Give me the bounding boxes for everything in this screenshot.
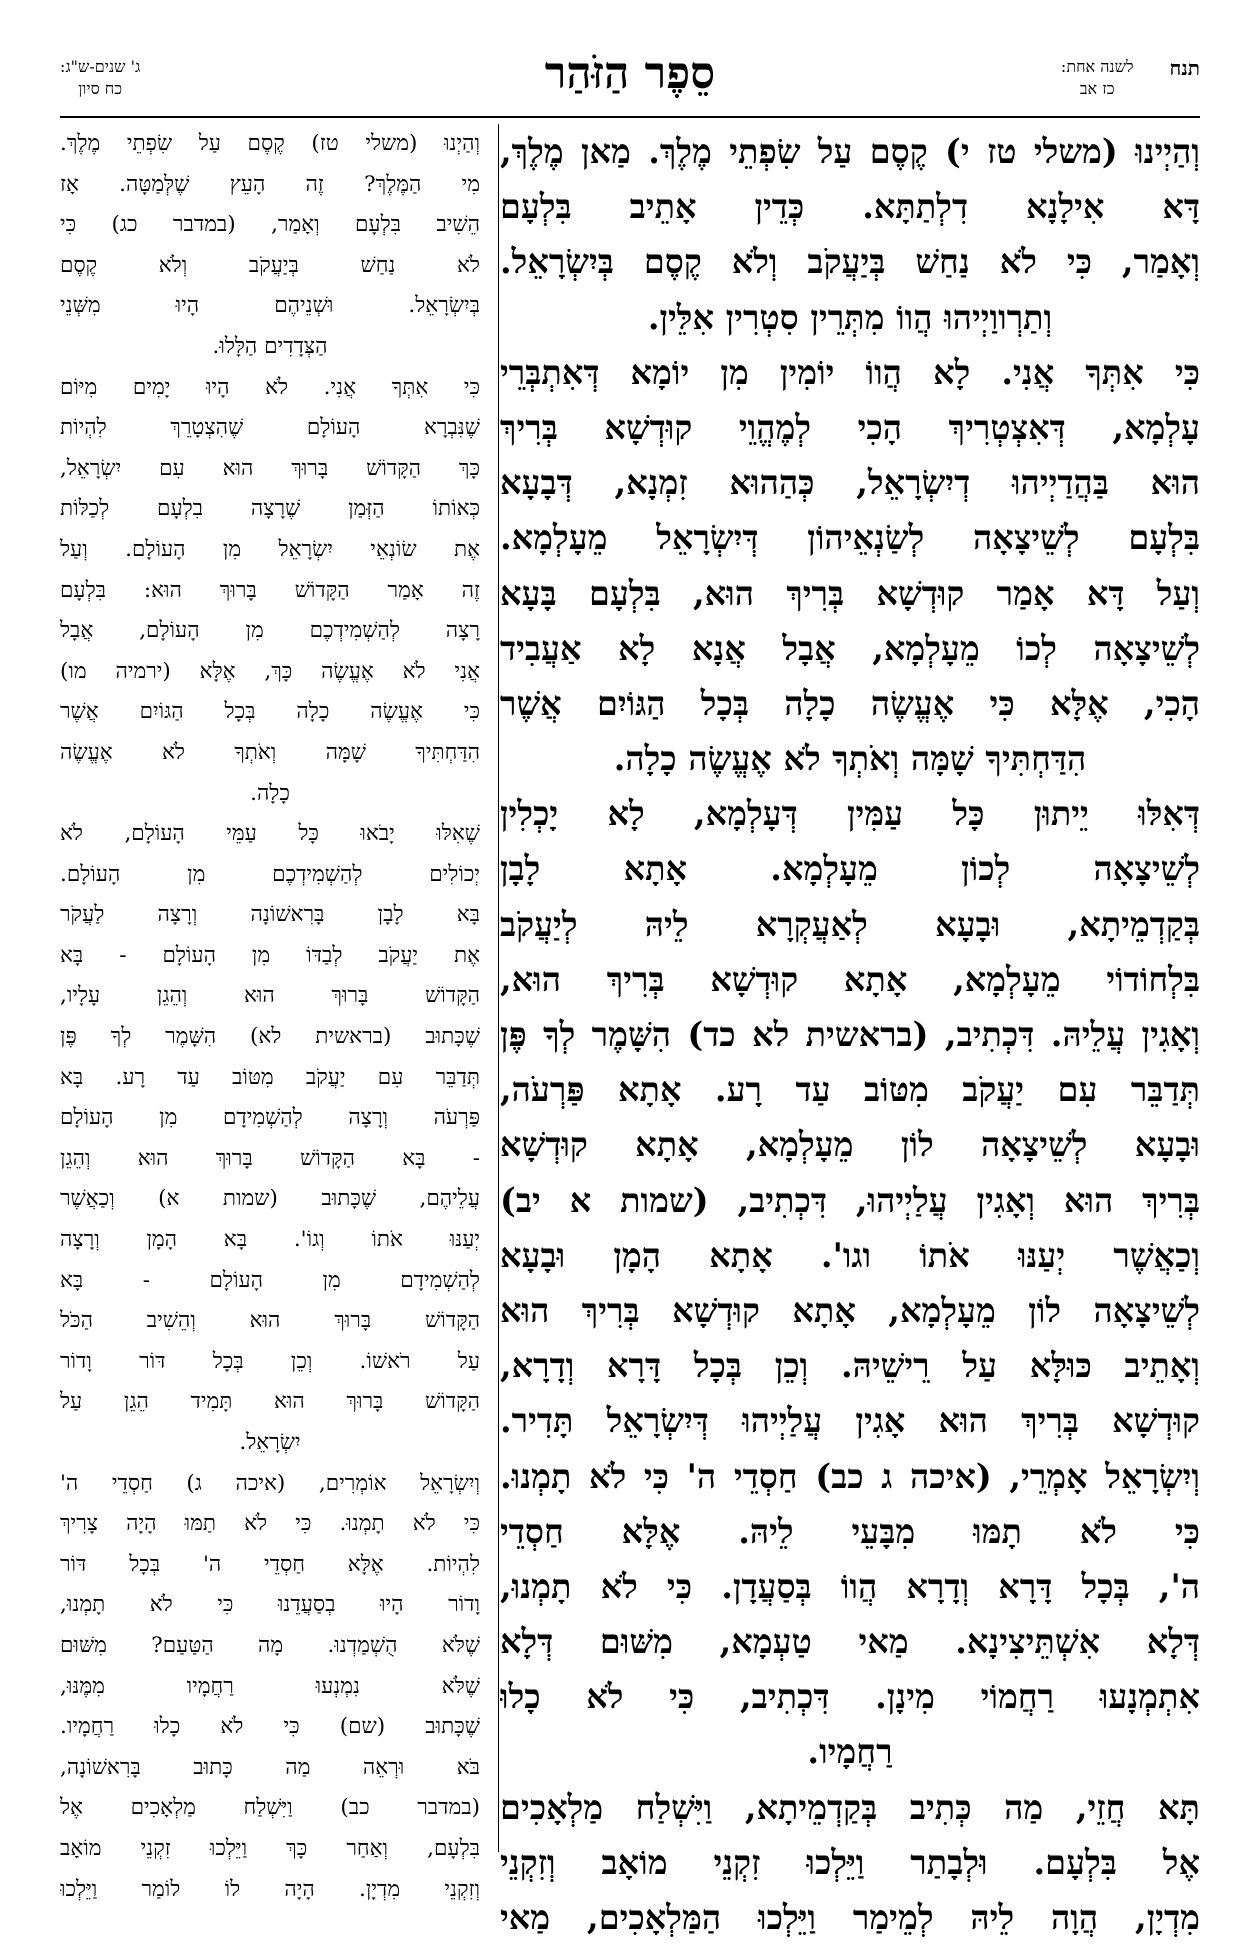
translation-text-line: שֶׁכָּתוּב (בראשית לא) הִשָּׁמֶר לְךָ פֶּן (60, 1024, 480, 1050)
main-text-line: לְשֵׁיצָאָה לְכוֹן מֵעָלְמָא. אָתָא לָבָן (500, 849, 1200, 889)
main-text-line: הָכִי, אֶלָּא כִּי אֶעֱשֶׂה כָלָה בְּכָל הַגּוֹיִם אֲשֶׁר (500, 683, 1200, 723)
translation-text-line: שֶׁנִּבְרָא הָעוֹלָם שֶׁהִצְטָרֵךְ לִהְיוֹת (60, 415, 480, 441)
main-text-line: מִדְיָן, הֲוָה לֵיהּ לְמֵימַר וַיֵּלְכוּ הַמַּלְאָכִים, מַאי (500, 1898, 1200, 1937)
main-text-line: אִתְמְנָעוּ רַחֲמוֹי מִינָן. דִּכְתִיב, כִּי לֹא כָלוּ (500, 1677, 1200, 1717)
zohar-aramaic-text (500, 124, 1200, 1945)
main-text-line: וְהַיְינוּ (משלי טז י) קֶסֶם עַל שִׂפְתֵי מֶלֶךְ. מַאן מֶלֶךְ, (500, 132, 1200, 171)
translation-text-line: הַקָּדוֹשׁ בָּרוּךְ הוּא תָּמִיד הֵגֵן עַל (60, 1389, 480, 1415)
hebrew-translation-text (60, 124, 480, 1910)
text-columns (60, 124, 1200, 1937)
book-title: סֵפֶר הַזֹּהַר (544, 48, 716, 99)
main-text-line: תְּדַבֵּר עִם יַעֲקֹב מִטּוֹב עַד רָע. אָתָא פַּרְעֹה, (500, 1070, 1200, 1110)
translation-text-line: שֶׁכָּתוּב (שם) כִּי לֹא כָלוּ רַחֲמָיו. (60, 1714, 480, 1740)
main-text-line: דְּלָא אִשְׁתֵּיצִינָא. מַאי טַעְמָא, מִשּׁוּם דְּלָא (500, 1622, 1200, 1662)
main-text-line: וְעַל דָּא אָמַר קוּדְשָׁא בְּרִיךְ הוּא, בִּלְעָם בָּעָא (500, 573, 1200, 613)
main-text-line: עָלְמָא, דְּאִצְטְרִיךְ הָכִי לְמֶהֱוֵי קוּדְשָׁא בְּרִיךְ (500, 407, 1200, 447)
main-text-line: בְּרִיךְ הוּא וְאָגִין עֲלַיְיהוּ, דִּכְתִיב, (שמות א יב) (500, 1180, 1200, 1220)
translation-text-line: שֶׁלֹּא נִמְנְעוּ רַחֲמָיו מִמֶּנּוּ, (60, 1673, 480, 1699)
main-text-line: בְּקַדְמֵיתָא, וּבָעָא לְאַעֲקְרָא לֵיהּ לְיַעֲקֹב (500, 904, 1200, 944)
translation-text-line: הִדַּחְתִּיךָ שָׁמָּה וְאֹתְךָ לֹא אֶעֱשֶׂה (60, 739, 480, 765)
translation-text-line: כָלָה. (250, 780, 290, 806)
translation-text-line: לִהְיוֹת. אֶלָּא חַסְדֵי ה' בְּכָל דּוֹר (60, 1551, 480, 1577)
translation-text-line: פַּרְעֹה וְרָצָה לְהַשְׁמִידָם מִן הָעוֹלָם (60, 1105, 480, 1131)
page-number: תנח (1169, 56, 1200, 80)
main-text-line: אֶל בִּלְעָם. וּלְבָתַר וַיֵּלְכוּ זִקְנֵי מוֹאָב וְזִקְנֵי (500, 1842, 1200, 1882)
translation-text-line: אֲנִי לֹא אֶעֱשֶׂה כָּךְ, אֶלָּא (ירמיה מו) (60, 658, 480, 684)
main-text-line: וְיִשְׂרָאֵל אָמְרֵי, (איכה ג כב) חַסְדֵי ה' כִּי לֹא תָמְנוּ. (500, 1456, 1200, 1496)
translation-text-line: בֹּא וּרְאֵה מַה כָּתוּב בָּרִאשׁוֹנָה, (60, 1754, 480, 1780)
translation-text-line: כִּי לֹא תָמְנוּ. כִּי לֹא תַמּוּ הָיָה צָרִיךְ (60, 1511, 480, 1537)
daily-schedule-three-years (60, 56, 140, 100)
main-text-line: ה', בְּכָל דָּרָא וְדָרָא הֲווֹ בְּסַעֲדָן. כִּי לֹא תָמְנוּ, (500, 1566, 1200, 1606)
main-text-line: וְתַרְווַיְיהוּ הֲווֹ מִתְּרֵין סִטְרִין אִלֵּין. (647, 297, 1053, 337)
main-text-line: וְאָגִין עֲלֵיהּ. דִּכְתִיב, (בראשית לא כד) הִשָּׁמֶר לְךָ פֶּן (500, 1015, 1200, 1054)
translation-text-line: בְּיִשְׂרָאֵל. וּשְׁנֵיהֶם הָיוּ מִשְּׁנֵי (60, 293, 480, 319)
main-text-line: הוּא בַּהֲדַיְיהוּ דְיִשְׂרָאֵל, כְּהַהוּא זִמְנָא, דְּבָעָא (500, 463, 1200, 503)
main-text-line: וְכַאֲשֶׁר יְעַנּוּ אֹתוֹ וגו'. אָתָא הָמָן וּבָעָא (500, 1235, 1200, 1275)
main-text-line: דְּאִלּוּ יֵיתוּן כָּל עַמִּין דְּעָלְמָא, לָא יָכְלִין (500, 794, 1200, 834)
translation-text-line: - בָּא הַקָּדוֹשׁ בָּרוּךְ הוּא וְהֵגֵן (60, 1145, 480, 1171)
translation-text-line: לְהַשְׁמִידָם מִן הָעוֹלָם - בָּא (60, 1267, 480, 1293)
main-text-line: וּבָעָא לְשֵׁיצָאָה לוֹן מֵעָלְמָא, אָתָא קוּדְשָׁא (500, 1125, 1200, 1165)
translation-text-line: אֶת שׂוֹנְאֵי יִשְׂרָאֵל מִן הָעוֹלָם. וְעַל (60, 536, 480, 562)
translation-text-line: הַקָּדוֹשׁ בָּרוּךְ הוּא וְהֵשִׁיב הַכֹּל (60, 1308, 480, 1334)
translation-text-line: וְהַיְנוּ (משלי טז) קֶסֶם עַל שִׂפְתֵי מֶלֶךְ. (60, 131, 480, 156)
main-text-line: הִדַּחְתִּיךָ שָׁמָּה וְאֹתְךָ לֹא אֶעֱשֶׂה כָלָה. (613, 739, 1087, 779)
translation-text-line: מִי הַמֶּלֶךְ? זֶה הָעֵץ שֶׁלְּמַטָּה. אָז (60, 171, 480, 197)
main-text-line: בִּלְחוֹדוֹי מֵעָלְמָא, אָתָא קוּדְשָׁא בְּרִיךְ הוּא, (500, 959, 1200, 999)
translation-text-line: יְכוֹלִים לְהַשְׁמִידְכֶם מִן הָעוֹלָם. (60, 861, 480, 887)
page (60, 48, 1200, 1937)
translation-text-line: וְזִקְנֵי מִדְיָן. הָיָה לוֹ לוֹמַר וַיֵּלְכוּ (60, 1876, 480, 1902)
translation-text-line: וָדוֹר הָיוּ בְסַעֲדֵנוּ כִּי לֹא תָמְנוּ, (60, 1592, 480, 1618)
translation-text-line: (במדבר כב) וַיִּשְׁלַח מַלְאָכִים אֶל (60, 1795, 480, 1821)
main-text-line: קוּדְשָׁא בְּרִיךְ הוּא אָגִין עֲלַיְיהוּ דְּיִשְׂרָאֵל תָּדִיר. (500, 1401, 1200, 1441)
translation-text-line: שֶׁלֹּא הֻשְׁמַדְנוּ. מָה הַטַּעַם? מִשּׁוּם (60, 1632, 480, 1658)
translation-text-line: יִשְׂרָאֵל. (239, 1430, 301, 1455)
translation-text-line: הַקָּדוֹשׁ בָּרוּךְ הוּא וְהֵגֵן עָלָיו, (60, 983, 480, 1009)
translation-text-line: הַצְּדָדִים הַלָּלוּ. (212, 333, 328, 359)
main-text-line: וְאָתֵיב כּוּלָּא עַל רֵישֵׁיהּ. וְכֵן בְּכָל דָּרָא וְדָרָא, (500, 1346, 1200, 1386)
translation-text-line: לֹא נַחַשׁ בְּיַעֲקֹב וְלֹא קֶסֶם (60, 252, 480, 278)
translation-text-line: תְּדַבֵּר עִם יַעֲקֹב מִטּוֹב עַד רָע. בָּא (60, 1064, 480, 1090)
main-text-line: כִּי אִתְּךָ אֲנִי. לָא הֲווֹ יוֹמִין מִן יוֹמָא דְּאִתְבְּרֵי (500, 352, 1200, 392)
translation-text-line: יְעַנּוּ אֹתוֹ וְגוֹ'. בָּא הָמָן וְרָצָה (60, 1227, 480, 1253)
schedule-date-one-year: כז אב (1079, 79, 1115, 98)
schedule-label-one-year: לשנה אחת: (1060, 57, 1134, 76)
header-divider (60, 116, 1200, 118)
schedule-label-three-years: ג' שנים-ש"ג: (60, 57, 141, 76)
translation-text-line: עֲלֵיהֶם, שֶׁכָּתוּב (שמות א) וְכַאֲשֶׁר (60, 1186, 480, 1212)
main-text-line: דָּא אִילָנָא דִלְתַתָּא. כְּדֵין אָתֵיב בִּלְעָם (500, 187, 1200, 227)
translation-text-line: שֶׁאִלּוּ יָבֹאוּ כָּל עַמֵּי הָעוֹלָם, לֹא (60, 821, 480, 847)
main-text-line: לְשֵׁיצָאָה לוֹן מֵעָלְמָא, אָתָא קוּדְשָׁא בְּרִיךְ הוּא (500, 1290, 1200, 1330)
translation-text-line: עַל רֹאשׁוֹ. וְכֵן בְּכָל דּוֹר וָדוֹר (60, 1348, 480, 1374)
translation-text-line: זֶה אָמַר הַקָּדוֹשׁ בָּרוּךְ הוּא: בִּלְעָם (60, 577, 480, 603)
page-header (60, 48, 1200, 118)
main-text-line: וְאָמַר, כִּי לֹא נַחַשׁ בְּיַעֲקֹב וְלֹא קֶסֶם בְּיִשְׂרָאֵל. (500, 242, 1200, 282)
main-text-line: תָּא חֲזֵי, מַה כְּתִיב בְּקַדְמֵיתָא, וַיִּשְׁלַח מַלְאָכִים (500, 1787, 1200, 1827)
translation-text-line: בִּלְעָם, וְאַחַר כָּךְ וַיֵּלְכוּ זִקְנֵי מוֹאָב (60, 1835, 480, 1861)
main-text-line: כִּי לֹא תָמּוּ מִבָּעֵי לֵיהּ. אֶלָּא חַסְדֵי (500, 1511, 1200, 1551)
main-text-line: בִּלְעָם לְשֵׁיצָאָה לְשַׂנְאֵיהוֹן דְּיִשְׂרָאֵל מֵעָלְמָא. (500, 518, 1200, 558)
translation-text-line: כִּי אִתְּךָ אֲנִי. לֹא הָיוּ יָמִים מִיּוֹם (60, 374, 480, 400)
translation-text-line: כָּךְ הַקָּדוֹשׁ בָּרוּךְ הוּא עִם יִשְׂרָאֵל, (60, 455, 480, 481)
translation-text-line: רָצָה לְהַשְׁמִידְכֶם מִן הָעוֹלָם, אֲבָל (60, 618, 480, 644)
main-text-line: רַחֲמָיו. (807, 1732, 893, 1772)
translation-text-line: בָּא לָבָן בָּרִאשׁוֹנָה וְרָצָה לַעֲקֹר (60, 902, 480, 928)
schedule-date-three-years: כח סיון (78, 79, 123, 98)
column-divider (498, 124, 499, 1852)
translation-text-line: כְּאוֹתוֹ הַזְּמַן שֶׁרָצָה בִלְעָם לְכַלּוֹת (60, 496, 480, 522)
translation-text-line: אֶת יַעֲקֹב לְבַדּוֹ מִן הָעוֹלָם - בָּא (60, 942, 480, 968)
translation-text-line: הֵשִׁיב בִּלְעָם וְאָמַר, (במדבר כג) כִּי (60, 212, 480, 238)
translation-text-line: וְיִשְׂרָאֵל אוֹמְרִים, (איכה ג) חַסְדֵי ה' (60, 1470, 480, 1496)
main-text-line: לְשֵׁיצָאָה לְכוֹ מֵעָלְמָא, אֲבָל אֲנָא לָא אַעֲבִיד (500, 628, 1200, 668)
translation-text-line: כִּי אֶעֱשֶׂה כָלָה בְּכָל הַגּוֹיִם אֲשֶׁר (60, 699, 480, 725)
